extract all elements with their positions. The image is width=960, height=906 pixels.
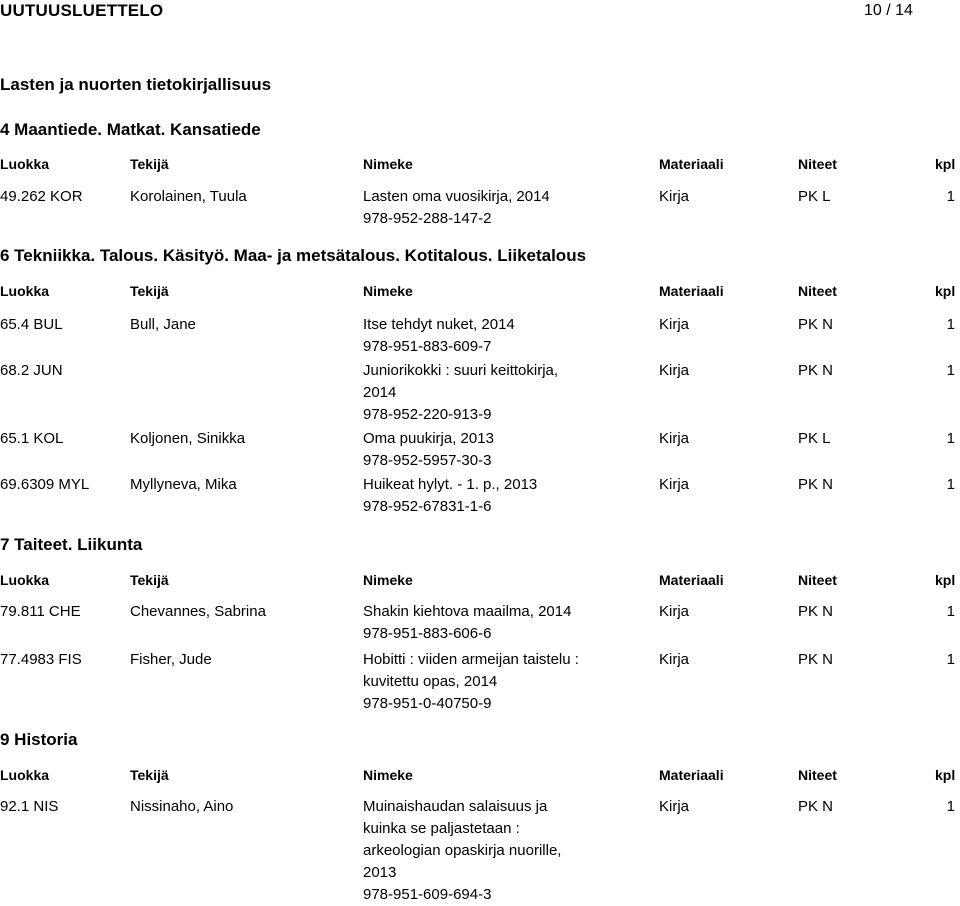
- cell-materiaali: Kirja: [659, 188, 690, 205]
- cell-materiaali: Kirja: [659, 798, 690, 815]
- col-luokka: Luokka: [0, 767, 50, 783]
- nimeke-line: kuvitettu opas, 2014: [363, 673, 498, 690]
- nimeke-line: Juniorikokki : suuri keittokirja,: [363, 362, 559, 379]
- col-materiaali: Materiaali: [659, 283, 724, 299]
- nimeke-line: Shakin kiehtova maailma, 2014: [363, 603, 572, 620]
- cell-luokka: 65.1 KOL: [0, 430, 64, 447]
- section-heading: 4 Maantiede. Matkat. Kansatiede: [0, 120, 261, 139]
- cell-nimeke: [363, 649, 603, 715]
- cell-niteet: PK N: [798, 603, 834, 620]
- cell-tekija: Fisher, Jude: [130, 651, 212, 668]
- col-nimeke: Nimeke: [363, 156, 413, 172]
- nimeke-line: arkeologian opaskirja nuorille,: [363, 842, 562, 859]
- nimeke-line: Lasten oma vuosikirja, 2014: [363, 188, 550, 205]
- col-materiaali: Materiaali: [659, 767, 724, 783]
- cell-kpl: 1: [946, 651, 955, 668]
- cell-niteet: PK N: [798, 651, 834, 668]
- cell-kpl: 1: [946, 188, 955, 205]
- section-heading: 9 Historia: [0, 730, 78, 749]
- cell-niteet: PK L: [798, 188, 831, 205]
- cell-nimeke: [363, 601, 603, 645]
- isbn-line: 978-952-67831-1-6: [363, 498, 492, 515]
- cell-materiaali: Kirja: [659, 603, 690, 620]
- isbn-line: 978-951-609-694-3: [363, 886, 492, 903]
- col-tekija: Tekijä: [130, 767, 169, 783]
- cell-luokka: 65.4 BUL: [0, 316, 63, 333]
- col-kpl: kpl: [935, 156, 956, 172]
- cell-luokka: 77.4983 FIS: [0, 651, 82, 668]
- cell-kpl: 1: [946, 362, 955, 379]
- col-kpl: kpl: [935, 283, 956, 299]
- col-nimeke: Nimeke: [363, 572, 413, 588]
- col-niteet: Niteet: [798, 283, 837, 299]
- col-luokka: Luokka: [0, 572, 50, 588]
- isbn-line: 978-951-883-606-6: [363, 625, 492, 642]
- col-nimeke: Nimeke: [363, 767, 413, 783]
- document-title: UUTUUSLUETTELO: [0, 1, 164, 20]
- cell-nimeke: [363, 474, 603, 518]
- nimeke-line: Hobitti : viiden armeijan taistelu :: [363, 651, 579, 668]
- cell-materiaali: Kirja: [659, 651, 690, 668]
- col-materiaali: Materiaali: [659, 572, 724, 588]
- cell-nimeke: [363, 796, 603, 906]
- section-heading: 7 Taiteet. Liikunta: [0, 535, 143, 554]
- cell-luokka: 68.2 JUN: [0, 362, 63, 379]
- col-luokka: Luokka: [0, 283, 50, 299]
- col-niteet: Niteet: [798, 572, 837, 588]
- cell-kpl: 1: [946, 430, 955, 447]
- col-tekija: Tekijä: [130, 572, 169, 588]
- cell-kpl: 1: [946, 476, 955, 493]
- cell-kpl: 1: [946, 316, 955, 333]
- col-kpl: kpl: [935, 767, 956, 783]
- isbn-line: 978-952-5957-30-3: [363, 452, 492, 469]
- cell-tekija: Koljonen, Sinikka: [130, 430, 246, 447]
- main-heading: Lasten ja nuorten tietokirjallisuus: [0, 75, 272, 94]
- col-nimeke: Nimeke: [363, 283, 413, 299]
- nimeke-line: 2014: [363, 384, 397, 401]
- nimeke-line: Itse tehdyt nuket, 2014: [363, 316, 515, 333]
- cell-nimeke: [363, 360, 603, 426]
- nimeke-line: Huikeat hylyt. - 1. p., 2013: [363, 476, 538, 493]
- cell-tekija: Chevannes, Sabrina: [130, 603, 266, 620]
- nimeke-line: 2013: [363, 864, 397, 881]
- cell-nimeke: [363, 428, 603, 472]
- isbn-line: 978-952-220-913-9: [363, 406, 492, 423]
- cell-tekija: Korolainen, Tuula: [130, 188, 247, 205]
- col-niteet: Niteet: [798, 156, 837, 172]
- isbn-line: 978-951-0-40750-9: [363, 695, 492, 712]
- col-kpl: kpl: [935, 572, 956, 588]
- cell-nimeke: [363, 186, 603, 230]
- cell-niteet: PK N: [798, 362, 834, 379]
- cell-luokka: 49.262 KOR: [0, 188, 83, 205]
- cell-tekija: Myllyneva, Mika: [130, 476, 237, 493]
- cell-niteet: PK N: [798, 316, 834, 333]
- nimeke-line: kuinka se paljastetaan :: [363, 820, 520, 837]
- col-tekija: Tekijä: [130, 283, 169, 299]
- section-heading: 6 Tekniikka. Talous. Käsityö. Maa- ja metsätalous. Kotitalous. Liiketalous: [0, 246, 587, 265]
- cell-luokka: 79.811 CHE: [0, 603, 81, 620]
- cell-materiaali: Kirja: [659, 430, 690, 447]
- cell-luokka: 92.1 NIS: [0, 798, 59, 815]
- nimeke-line: Oma puukirja, 2013: [363, 430, 494, 447]
- cell-materiaali: Kirja: [659, 476, 690, 493]
- cell-niteet: PK N: [798, 798, 834, 815]
- cell-niteet: PK N: [798, 476, 834, 493]
- col-niteet: Niteet: [798, 767, 837, 783]
- isbn-line: 978-951-883-609-7: [363, 338, 492, 355]
- col-materiaali: Materiaali: [659, 156, 724, 172]
- isbn-line: 978-952-288-147-2: [363, 210, 492, 227]
- cell-luokka: 69.6309 MYL: [0, 476, 90, 493]
- cell-tekija: Bull, Jane: [130, 316, 196, 333]
- col-tekija: Tekijä: [130, 156, 169, 172]
- cell-materiaali: Kirja: [659, 316, 690, 333]
- col-luokka: Luokka: [0, 156, 50, 172]
- nimeke-line: Muinaishaudan salaisuus ja: [363, 798, 548, 815]
- cell-kpl: 1: [946, 603, 955, 620]
- cell-nimeke: [363, 314, 603, 358]
- cell-tekija: Nissinaho, Aino: [130, 798, 234, 815]
- page-number: 10 / 14: [864, 2, 913, 19]
- cell-materiaali: Kirja: [659, 362, 690, 379]
- cell-kpl: 1: [946, 798, 955, 815]
- cell-niteet: PK L: [798, 430, 831, 447]
